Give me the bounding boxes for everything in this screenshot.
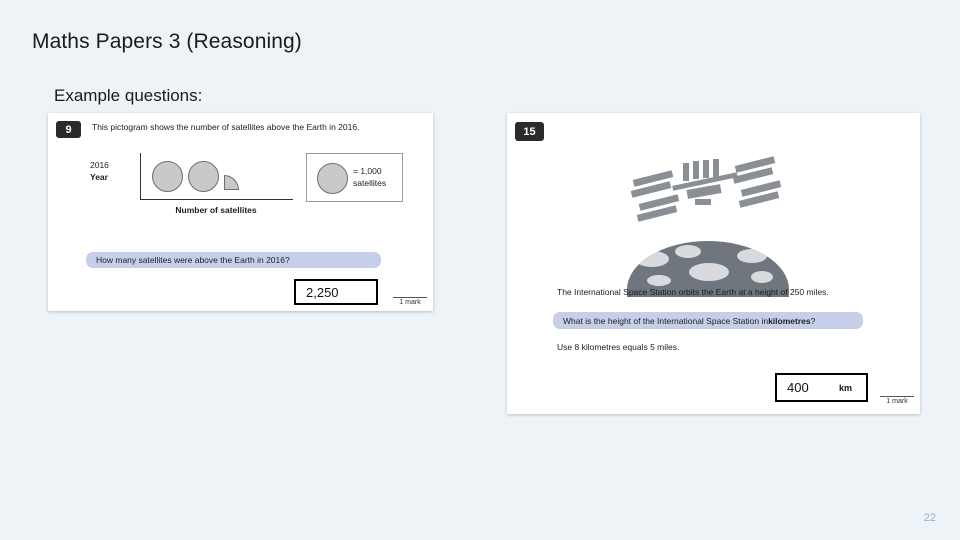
- pictogram-key-line2: satellites: [353, 178, 387, 189]
- question-stem: The International Space Station orbits the Earth at a height of 250 miles.: [557, 287, 829, 297]
- answer-box[interactable]: [775, 373, 868, 402]
- answer-unit: km: [838, 382, 852, 393]
- question-number-badge: 9: [56, 121, 81, 138]
- page-number: 22: [923, 512, 936, 524]
- landmass: [751, 271, 773, 283]
- answer-value: 2,250: [306, 284, 339, 300]
- module: [695, 199, 711, 205]
- pictogram-symbol-full: [188, 161, 219, 192]
- question-hint: Use 8 kilometres equals 5 miles.: [557, 342, 680, 352]
- pictogram-year-caption: Year: [90, 172, 108, 183]
- mark-label: 1 mark: [880, 396, 914, 405]
- landmass: [675, 245, 701, 258]
- question-card-right: [507, 113, 920, 414]
- space-station-illustration: [615, 141, 815, 281]
- answer-value: 400: [787, 380, 809, 395]
- section-subtitle: Example questions:: [54, 86, 203, 105]
- page-title: Maths Papers 3 (Reasoning): [32, 30, 302, 53]
- module: [683, 163, 689, 181]
- pictogram-key-line1: = 1,000: [353, 166, 382, 176]
- module: [693, 161, 699, 179]
- prompt-text-tail: ?: [810, 315, 816, 326]
- question-prompt-highlight: How many satellites were above the Earth in 2016?: [86, 252, 381, 268]
- module: [703, 160, 709, 178]
- pictogram-symbol-partial: [224, 175, 239, 190]
- pictogram-year-label: [90, 159, 109, 184]
- pictogram-key-symbol: [317, 163, 348, 194]
- question-number-badge: 15: [515, 122, 544, 141]
- prompt-text-lead: What is the height of the International Space Station in: [563, 315, 769, 326]
- pictogram-key: [306, 153, 403, 202]
- pictogram-axis-label: Number of satellites: [175, 205, 257, 215]
- question-stem: This pictogram shows the number of satellites above the Earth in 2016.: [92, 122, 360, 132]
- pictogram-key-text: [353, 165, 386, 190]
- question-prompt-highlight: [553, 312, 863, 329]
- pictogram-symbol-full: [152, 161, 183, 192]
- landmass: [647, 275, 671, 286]
- answer-box[interactable]: [294, 279, 378, 305]
- pictogram-year-value: 2016: [90, 160, 109, 170]
- landmass: [689, 263, 729, 281]
- mark-label: 1 mark: [393, 297, 427, 306]
- module: [713, 159, 719, 177]
- landmass: [635, 251, 669, 267]
- landmass: [737, 249, 767, 263]
- prompt-text-bold: kilometres: [768, 315, 811, 326]
- pictogram-chart: [140, 153, 293, 200]
- question-card-left: [48, 113, 433, 311]
